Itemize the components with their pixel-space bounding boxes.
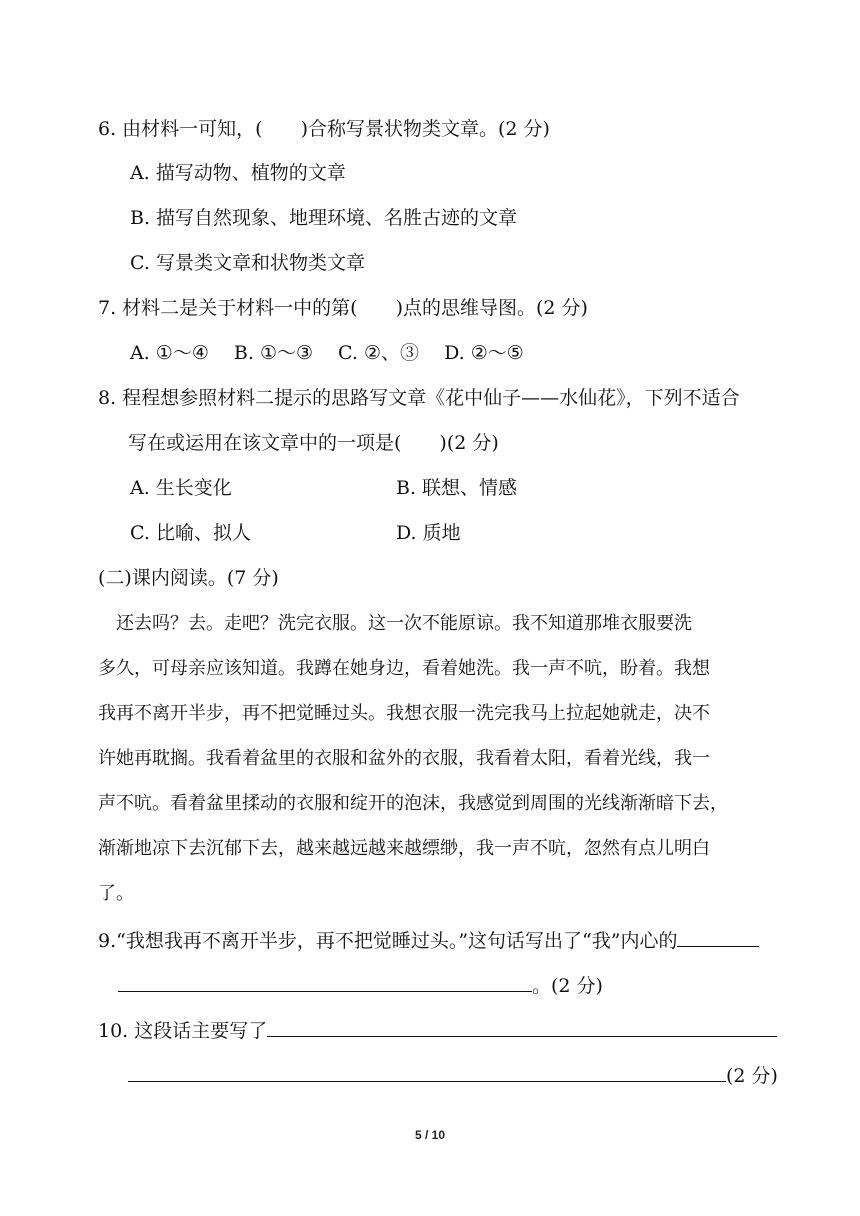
q9-answer-blank-2[interactable]: [118, 971, 532, 992]
q9-points: 。(2 分): [532, 975, 603, 997]
q9-line2: [118, 971, 603, 999]
q8-stem-line1: 8. 程程想参照材料二提示的思路写文章《花中仙子——水仙花》，下列不适合: [98, 387, 740, 409]
passage-line-7: 了。: [98, 883, 134, 904]
q10-answer-blank-1[interactable]: [267, 1016, 777, 1037]
passage-line-6: 渐渐地凉下去沉郁下去，越来越远越来越缥缈，我一声不吭，忽然有点儿明白: [98, 838, 710, 859]
q10-answer-blank-2[interactable]: [128, 1061, 726, 1082]
section-heading: (二)课内阅读。(7 分): [98, 567, 279, 589]
q6-stem: 6. 由材料一可知，( )合称写景状物类文章。(2 分): [98, 118, 550, 140]
q9-answer-blank-1[interactable]: [677, 926, 759, 947]
passage-line-5: 声不吭。看着盆里揉动的衣服和绽开的泡沫，我感觉到周围的光线渐渐暗下去，: [98, 793, 728, 814]
q9-line1: [98, 926, 759, 954]
passage-line-4: 许她再耽搁。我看着盆里的衣服和盆外的衣服，我看着太阳，看着光线，我一: [98, 748, 710, 769]
q8-option-b: B. 联想、情感: [396, 477, 518, 499]
q6-option-b: B. 描写自然现象、地理环境、名胜古迹的文章: [130, 207, 518, 229]
q8-option-a: A. 生长变化: [130, 477, 232, 499]
q6-option-a: A. 描写动物、植物的文章: [130, 162, 346, 184]
page-number: 5 / 10: [414, 1128, 446, 1142]
q7-options: A. ①～④ B. ①～③ C. ②、③ D. ②～⑤: [130, 342, 524, 364]
q10-line2: [128, 1061, 778, 1089]
q8-stem-line2: 写在或运用在该文章中的一项是( )(2 分): [128, 432, 499, 454]
passage-line-3: 我再不离开半步，再不把觉睡过头。我想衣服一洗完我马上拉起她就走，决不: [98, 703, 710, 724]
passage-line-2: 多久，可母亲应该知道。我蹲在她身边，看着她洗。我一声不吭，盼着。我想: [98, 658, 710, 679]
q8-option-c: C. 比喻、拟人: [130, 522, 251, 544]
q9-stem: 9.“我想我再不离开半步，再不把觉睡过头。”这句话写出了“我”内心的: [98, 930, 678, 952]
q10-line1: [98, 1016, 777, 1044]
q6-option-c: C. 写景类文章和状物类文章: [130, 252, 365, 274]
q8-option-d: D. 质地: [396, 522, 461, 544]
q10-points: (2 分): [726, 1065, 778, 1087]
passage-line-1: 还去吗？去。走吧？洗完衣服。这一次不能原谅。我不知道那堆衣服要洗: [98, 613, 692, 634]
q7-stem: 7. 材料二是关于材料一中的第( )点的思维导图。(2 分): [98, 297, 588, 319]
q10-stem: 10. 这段话主要写了: [98, 1020, 268, 1042]
